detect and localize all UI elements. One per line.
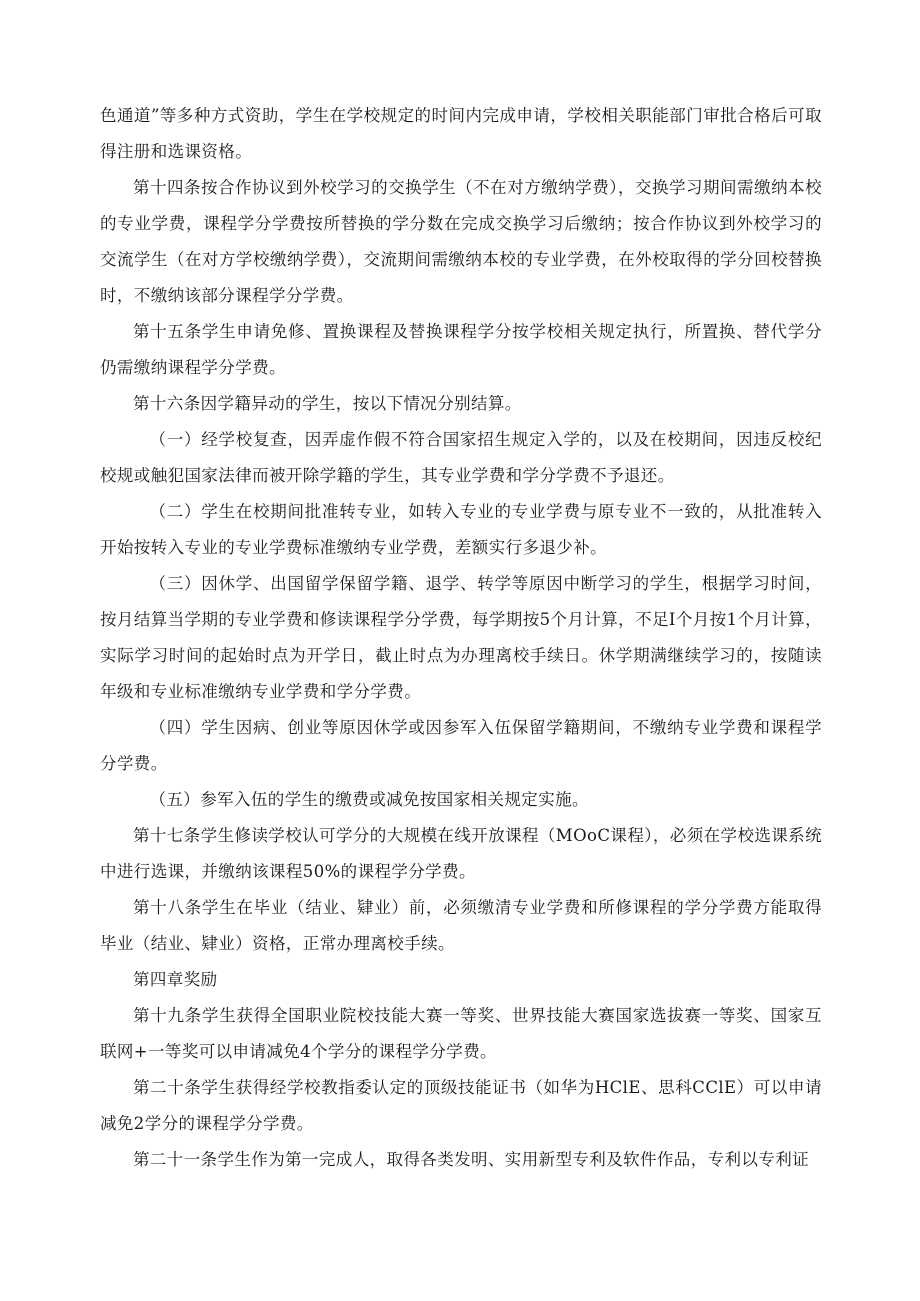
document-body [100, 98, 822, 1178]
article-18: 第十八条学生在毕业（结业、肄业）前，必须缴清专业学费和所修课程的学分学费方能取得毕业（结业、肄业）资格，正常办理离校手续。 [100, 898, 822, 953]
article-16: 第十六条因学籍异动的学生，按以下情况分别结算。 [133, 394, 522, 413]
article-16-item-5: （五）参军入伍的学生的缴费或减免按国家相关规定实施。 [149, 790, 589, 809]
article-16-item-1: （一）经学校复查，因弄虚作假不符合国家招生规定入学的，以及在校期间，因违反校纪校规或触犯国家法律而被开除学籍的学生，其专业学费和学分学费不予退还。 [100, 430, 822, 485]
article-16-item-3: （三）因休学、出国留学保留学籍、退学、转学等原因中断学习的学生，根据学习时间，按月结算当学期的专业学费和修读课程学分学费，每学期按5个月计算，不足I个月按1个月计算，实际学习时间的起始时点为开学日，截止时点为办理离校手续日。休学期满继续学习的，按随读年级和专业标准缴纳专业学费和学分学费。 [100, 574, 822, 701]
article-14: 第十四条按合作协议到外校学习的交换学生（不在对方缴纳学费），交换学习期间需缴纳本校的专业学费，课程学分学费按所替换的学分数在完成交换学习后缴纳；按合作协议到外校学习的交流学生（在对方学校缴纳学费），交流期间需缴纳本校的专业学费，在外校取得的学分回校替换时，不缴纳该部分课程学分学费。 [100, 178, 822, 305]
chapter-4-heading: 第四章奖励 [133, 970, 218, 989]
article-15: 第十五条学生申请免修、置换课程及替换课程学分按学校相关规定执行，所置换、替代学分仍需缴纳课程学分学费。 [100, 322, 822, 377]
article-16-item-4: （四）学生因病、创业等原因休学或因参军入伍保留学籍期间，不缴纳专业学费和课程学分学费。 [100, 718, 822, 773]
article-19: 第十九条学生获得全国职业院校技能大赛一等奖、世界技能大赛国家选拔赛一等奖、国家互联网+一等奖可以申请减免4个学分的课程学分学费。 [100, 1006, 822, 1061]
article-16-item-2: （二）学生在校期间批准转专业，如转入专业的专业学费与原专业不一致的，从批准转入开始按转入专业的专业学费标准缴纳专业学费，差额实行多退少补。 [100, 502, 822, 557]
article-17: 第十七条学生修读学校认可学分的大规模在线开放课程（MOoC课程），必须在学校选课系统中进行选课，并缴纳该课程50%的课程学分学费。 [100, 826, 822, 881]
article-20: 第二十条学生获得经学校教指委认定的顶级技能证书（如华为HClE、思科CClE）可以申请减免2学分的课程学分学费。 [100, 1078, 822, 1133]
article-21: 第二十一条学生作为第一完成人，取得各类发明、实用新型专利及软件作品，专利以专利证 [133, 1150, 809, 1169]
paragraph-continuation: 色通道”等多种方式资助，学生在学校规定的时间内完成申请，学校相关职能部门审批合格后可取得注册和选课资格。 [100, 106, 822, 161]
